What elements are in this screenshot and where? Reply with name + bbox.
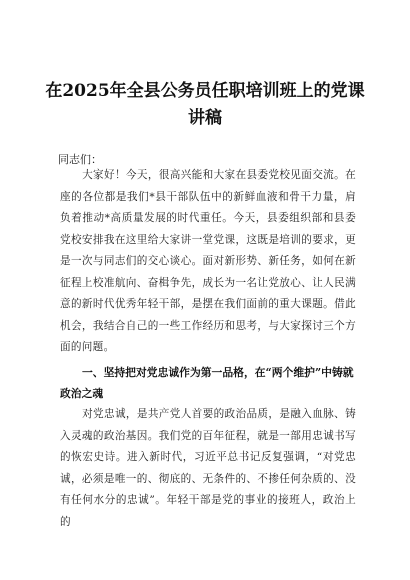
- salutation: 同志们：: [58, 153, 102, 166]
- opening-paragraph: [60, 165, 356, 359]
- section-paragraph: [60, 404, 356, 533]
- section-paragraph-text: 对党忠诚，是共产党人首要的政治品质，是融入血脉、铸入灵魂的政治基因。我们党的百年征程，就是一部用忠诚书写的恢宏史诗。进入新时代，习近平总书记反复强调，“对党忠诚，必须是唯一的、彻底的、无条件的、不掺任何杂质的、没有任何水分的忠诚”。年轻干部是党的事业的接班人，政治上的: [60, 408, 356, 528]
- section-heading-text: 一、坚持把对党忠诚作为第一品格，在“两个维护”中铸就政治之魂: [60, 366, 354, 400]
- section-heading: [60, 362, 358, 404]
- opening-paragraph-text: 大家好！今天，很高兴能和大家在县委党校见面交流。在座的各位都是我们*县干部队伍中的新鲜血液和骨干力量，肩负着推动*高质量发展的时代重任。今天，县委组织部和县委党校安排我在这里给大家讲一堂党课，这既是培训的要求，更是一次与同志们的交心谈心。面对新形势、新任务，如何在新征程上校准航向、奋楫争先，成长为一名让党放心、让人民满意的新时代优秀年轻干部，是摆在我们面前的重大课题。借此机会，我结合自己的一些工作经历和思考，与大家探讨三个方面的问题。: [60, 169, 356, 353]
- document-title: 在2025年全县公务员任职培训班上的党课讲稿: [45, 81, 365, 128]
